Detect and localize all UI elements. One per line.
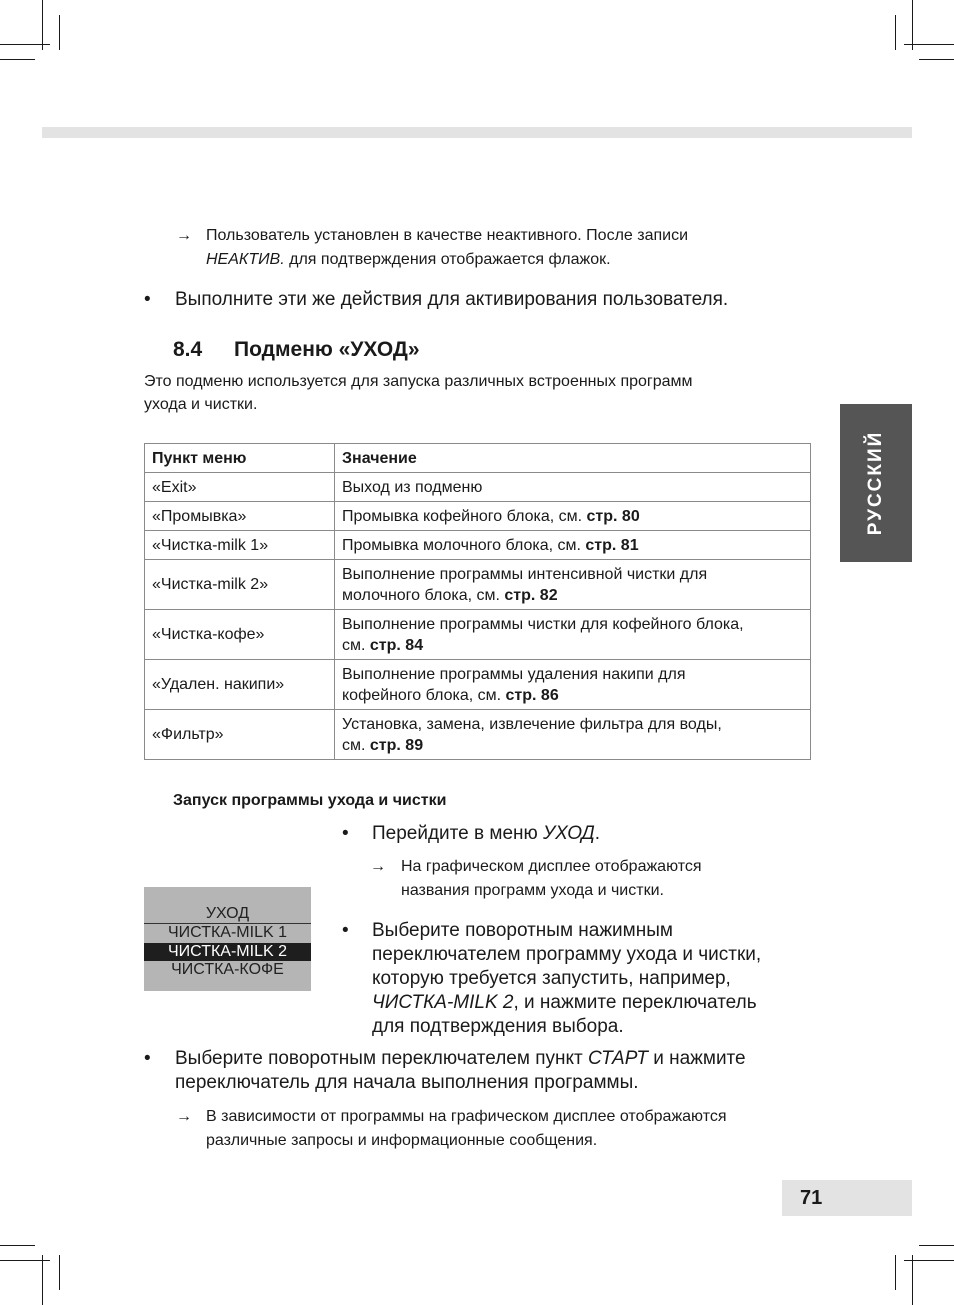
display-item: ЧИСТКА-MILK 1 — [168, 924, 287, 941]
header-bar — [42, 127, 912, 138]
care-menu-table — [144, 443, 811, 760]
step-start-program: • Выберите поворотным переключателем пункт СТАРТ и нажмите переключатель для начала выполнения программы. — [144, 1048, 746, 1093]
inactive-user-note: → Пользователь установлен в качестве неактивного. После записи НЕАКТИВ. для подтверждения отображается флажок. — [176, 224, 816, 272]
display-item-selected: ЧИСТКА-MILK 2 — [144, 943, 311, 961]
language-tab — [840, 404, 912, 562]
table-row — [145, 710, 811, 760]
meaning-cell: Выполнение программы удаления накипи для кофейного блока, см. стр. 86 — [335, 660, 811, 710]
meaning-cell: Промывка молочного блока, см. стр. 81 — [335, 531, 811, 560]
table-row — [145, 660, 811, 710]
menu-item-cell: «Чистка-milk 1» — [145, 531, 335, 560]
step-open-menu: • Перейдите в меню УХОД. — [342, 823, 600, 844]
bullet-icon: • — [144, 1048, 151, 1069]
bullet-icon: • — [342, 823, 349, 844]
language-tab-label: РУССКИЙ — [865, 430, 886, 536]
table-row — [145, 502, 811, 531]
bullet-icon: • — [144, 289, 151, 310]
step-select-program: • Выберите поворотным нажимным переключателем программу ухода и чистки, которую требуется запустить, например, ЧИСТКА-MILK 2, и нажмите переключатель для подтверждения выбора. — [342, 920, 762, 1037]
table-header — [145, 444, 811, 473]
meaning-cell: Установка, замена, извлечение фильтра для воды, см. стр. 89 — [335, 710, 811, 760]
display-title: УХОД — [205, 905, 250, 922]
subheading: Запуск программы ухода и чистки — [173, 792, 447, 809]
graphic-display — [144, 887, 311, 991]
arrow-icon: → — [176, 1108, 192, 1125]
bullet-icon: • — [342, 920, 349, 941]
page-number: 71 — [800, 1187, 823, 1209]
arrow-icon: → — [176, 227, 192, 244]
meaning-cell: Выход из подменю — [335, 473, 811, 502]
meaning-cell: Выполнение программы чистки для кофейного блока, см. стр. 84 — [335, 610, 811, 660]
column-header-meaning: Значение — [335, 444, 811, 473]
meaning-cell: Промывка кофейного блока, см. стр. 80 — [335, 502, 811, 531]
meaning-cell: Выполнение программы интенсивной чистки для молочного блока, см. стр. 82 — [335, 560, 811, 610]
menu-item-cell: «Exit» — [145, 473, 335, 502]
table-row — [145, 560, 811, 610]
start-program-note: → В зависимости от программы на графическом дисплее отображаются различные запросы и информационные сообщения. — [176, 1105, 826, 1153]
table-row — [145, 473, 811, 502]
page-number-box — [782, 1180, 912, 1216]
menu-item-cell: «Промывка» — [145, 502, 335, 531]
menu-item-cell: «Фильтр» — [145, 710, 335, 760]
section-heading: 8.4 Подменю «УХОД» — [173, 338, 420, 361]
display-item: ЧИСТКА-КОФЕ — [171, 961, 284, 978]
column-header-item: Пункт меню — [145, 444, 335, 473]
menu-display-note: → На графическом дисплее отображаются названия программ ухода и чистки. — [370, 855, 810, 903]
menu-item-cell: «Чистка-milk 2» — [145, 560, 335, 610]
table-row — [145, 531, 811, 560]
table-row — [145, 610, 811, 660]
menu-item-cell: «Чистка-кофе» — [145, 610, 335, 660]
menu-item-cell: «Удален. накипи» — [145, 660, 335, 710]
arrow-icon: → — [370, 858, 386, 875]
activate-user-step: • Выполните эти же действия для активирования пользователя. — [144, 289, 729, 310]
section-intro: Это подменю используется для запуска различных встроенных программ ухода и чистки. — [144, 373, 693, 413]
